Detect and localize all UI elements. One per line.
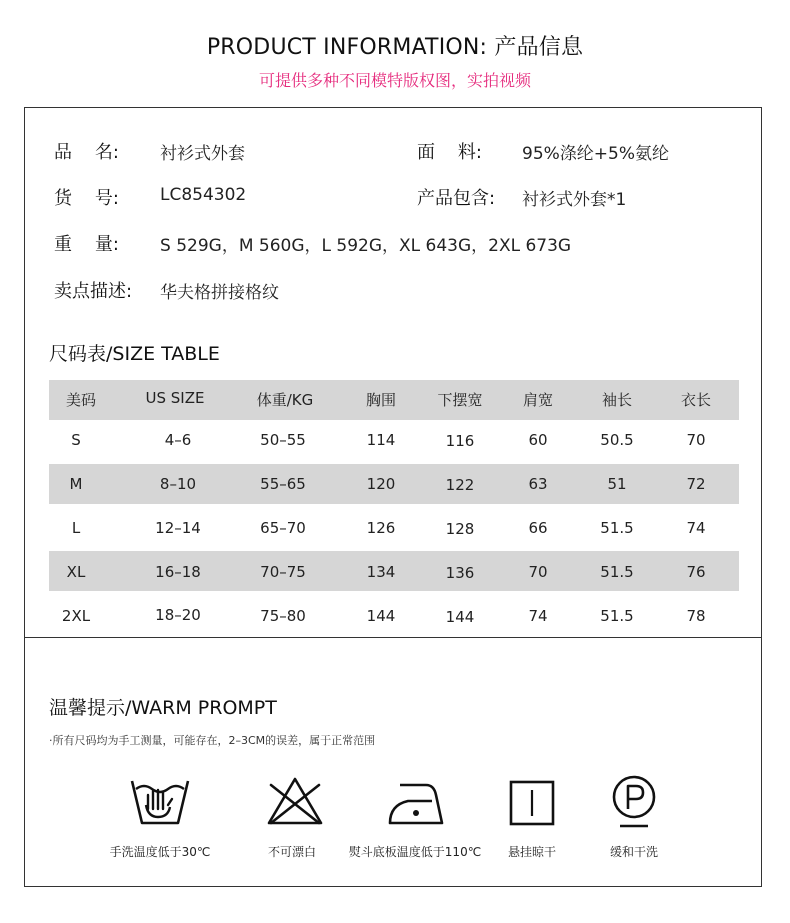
table-cell: 51 (607, 475, 627, 493)
measurement-note: ·所有尺码均为手工测量，可能存在，2–3CM的误差，属于正常范围 (49, 734, 376, 747)
size-table-heading: 尺码表/SIZE TABLE (49, 343, 220, 365)
table-cell: 78 (686, 607, 706, 625)
table-cell: 74 (686, 519, 706, 537)
care-label-no-bleach: 不可漂白 (267, 845, 316, 859)
care-label-dry-clean: 缓和干洗 (609, 845, 658, 859)
info-package-label: 产品包含: (417, 188, 496, 209)
size-table-header-cell: 体重/KG (256, 391, 314, 409)
size-table-header-cell: 衣长 (680, 391, 711, 409)
table-cell: 18–20 (155, 606, 201, 624)
info-name-value: 衬衫式外套 (160, 144, 245, 164)
info-sku-value: LC854302 (160, 185, 247, 205)
size-table-header-cell: 美码 (65, 391, 96, 409)
info-sku-label: 货 号: (54, 188, 119, 209)
table-cell: 70 (528, 563, 548, 581)
no-bleach-icon (265, 775, 325, 827)
info-selling-label: 卖点描述: (54, 281, 133, 302)
table-cell: L (71, 519, 81, 537)
table-cell: 144 (366, 607, 396, 625)
table-cell: 55–65 (260, 475, 306, 493)
table-cell: 72 (686, 475, 706, 493)
size-table-header-cell: 袖长 (601, 391, 632, 409)
size-table-header-cell: 肩宽 (522, 391, 553, 409)
table-cell: 4–6 (164, 431, 192, 449)
table-cell: 128 (445, 520, 475, 538)
warm-prompt-heading: 温馨提示/WARM PROMPT (49, 697, 277, 719)
size-table-header-cell: US SIZE (145, 389, 205, 407)
info-name-label: 品 名: (54, 142, 119, 163)
table-cell: 120 (366, 475, 396, 493)
table-cell: 114 (366, 431, 396, 449)
table-cell: 51.5 (600, 563, 634, 581)
table-cell: XL (66, 563, 86, 581)
table-cell: 126 (366, 519, 396, 537)
care-label-line-dry: 悬挂晾干 (507, 845, 556, 859)
line-dry-icon (508, 779, 556, 827)
table-cell: 66 (528, 519, 548, 537)
table-cell: 76 (686, 563, 706, 581)
table-cell: 2XL (61, 607, 91, 625)
info-fabric-value: 95%涤纶+5%氨纶 (522, 144, 669, 164)
table-cell: 116 (445, 432, 475, 450)
table-cell: 136 (445, 564, 475, 582)
page-title: PRODUCT INFORMATION: 产品信息 (206, 35, 584, 60)
dry-clean-p-icon (610, 773, 658, 831)
table-cell: 51.5 (600, 607, 634, 625)
table-cell: 75–80 (260, 607, 306, 625)
table-cell: 8–10 (159, 475, 197, 493)
table-cell: 65–70 (260, 519, 306, 537)
info-selling-value: 华夫格拼接格纹 (160, 283, 279, 303)
table-cell: 60 (528, 431, 548, 449)
table-cell: 16–18 (155, 563, 201, 581)
info-weight-label: 重 量: (54, 234, 119, 255)
table-cell: 122 (445, 476, 475, 494)
page-subtitle: 可提供多种不同模特版权图，实拍视频 (258, 71, 531, 90)
table-cell: 70 (686, 431, 706, 449)
table-cell: S (71, 431, 81, 449)
iron-icon (386, 781, 446, 827)
size-table-header-cell: 下摆宽 (437, 391, 483, 409)
table-cell: 63 (528, 475, 548, 493)
table-cell: 12–14 (155, 519, 201, 537)
info-fabric-label: 面 料: (417, 142, 482, 163)
table-cell: 50–55 (260, 431, 306, 449)
care-label-iron: 熨斗底板温度低于110℃ (348, 845, 482, 859)
table-cell: 134 (366, 563, 396, 581)
section-divider (24, 637, 762, 638)
size-table-header-cell: 胸围 (365, 391, 396, 409)
table-cell: 144 (445, 608, 475, 626)
info-package-value: 衬衫式外套*1 (522, 190, 627, 210)
hand-wash-icon (128, 775, 192, 829)
info-weight-value: S 529G，M 560G，L 592G，XL 643G，2XL 673G (160, 236, 572, 256)
table-cell: 50.5 (600, 431, 634, 449)
table-cell: 51.5 (600, 519, 634, 537)
table-cell: 74 (528, 607, 548, 625)
table-cell: 70–75 (260, 563, 306, 581)
care-label-hand-wash: 手洗温度低于30℃ (109, 845, 211, 859)
table-cell: M (69, 475, 83, 493)
